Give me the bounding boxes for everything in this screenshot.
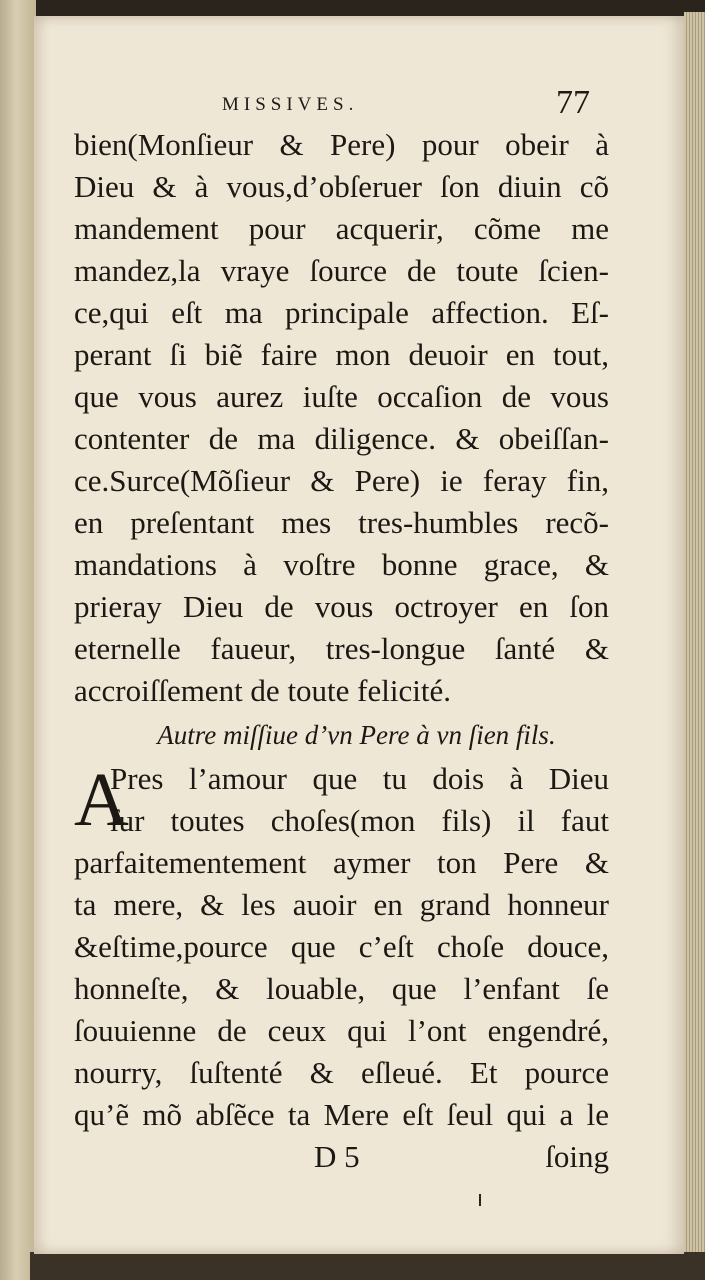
text-line: honneſte, & louable, que l’enfant ſe — [74, 971, 609, 1006]
text-line: que vous aurez iuſte occaſion de vous — [74, 379, 609, 414]
text-line: qu’ẽ mõ abſẽce ta Mere eſt ſeul qui a le — [74, 1097, 609, 1132]
text-line: mandez,la vraye ſource de toute ſcien- — [74, 253, 609, 288]
text-line: contenter de ma diligence. & obeiſſan- — [74, 421, 609, 456]
binding-bottom — [30, 1252, 705, 1280]
text-line: ſouuienne de ceux qui l’ont engendré, — [74, 1013, 609, 1048]
page-number: 77 — [556, 84, 590, 121]
book-page — [34, 16, 684, 1254]
text-line: ce,qui eſt ma principale affection. Eſ- — [74, 295, 609, 330]
running-title: MISSIVES. — [222, 94, 359, 115]
drop-capital: A — [74, 758, 129, 842]
text-line: accroiſſement de toute felicité. — [74, 673, 451, 708]
text-line: en preſentant mes tres-humbles recõ- — [74, 505, 609, 540]
page-footer — [74, 1136, 609, 1178]
text-line: perant ſi biẽ faire mon deuoir en tout, — [74, 337, 609, 372]
text-line: mandations à voſtre bonne grace, & — [74, 547, 609, 582]
text-line: parfaitementement aymer ton Pere & — [74, 845, 609, 880]
text-line: mandement pour acquerir, cõme me — [74, 211, 609, 246]
text-line: ce.Surce(Mõſieur & Pere) ie feray fin, — [74, 463, 609, 498]
text-line: Dieu & à vous,d’obſeruer ſon diuin cõ — [74, 169, 609, 204]
catchword: ſoing — [545, 1139, 609, 1174]
text-line: ta mere, & les auoir en grand honneur — [74, 887, 609, 922]
left-page-edge — [0, 0, 36, 1280]
text-line: &eſtime,pource que c’eſt choſe douce, — [74, 929, 609, 964]
paragraph-2 — [74, 758, 609, 1136]
text-line: prieray Dieu de vous octroyer en ſon — [74, 589, 609, 624]
section-heading: Autre miſſiue d’vn Pere à vn ſien fils. — [157, 720, 556, 750]
margin-mark — [479, 1194, 481, 1206]
text-line: Pres l’amour que tu dois à Dieu — [110, 761, 609, 796]
text-line: nourry, ſuſtenté & eſleué. Et pource — [74, 1055, 609, 1090]
text-line: ſur toutes choſes(mon fils) il faut — [110, 803, 609, 838]
text-block — [74, 124, 609, 1178]
page-stack-edge — [684, 12, 705, 1262]
text-line: bien(Monſieur & Pere) pour obeir à — [74, 127, 609, 162]
page-header — [34, 84, 684, 128]
text-line: eternelle faueur, tres-longue ſanté & — [74, 631, 609, 666]
signature-mark: D 5 — [314, 1139, 360, 1174]
paragraph-1 — [74, 124, 609, 712]
